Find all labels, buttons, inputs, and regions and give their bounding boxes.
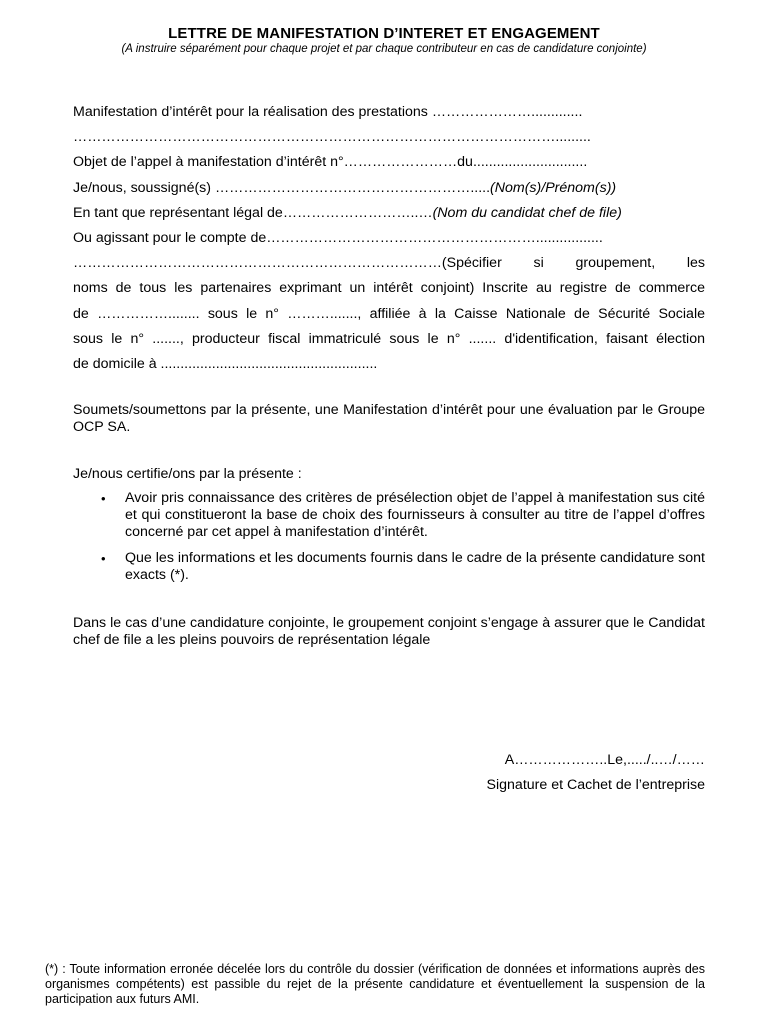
soussigne-text: Je/nous, soussigné(s) ………………………………………………..... <box>73 179 491 196</box>
field-line-registre: de ……………........ sous le n° ………......., affiliée à la Caisse Nationale de Sécurité Sociale <box>73 305 705 322</box>
field-line-domicile: de domicile à ....................................................... <box>73 356 378 373</box>
page-subtitle: (A instruire séparément pour chaque projet et par chaque contributeur en cas de candidature conjointe) <box>121 43 647 55</box>
field-line-partenaires: noms de tous les partenaires exprimant un intérêt conjoint) Inscrite au registre de commerce <box>73 280 705 297</box>
place-date-line: A………………..Le,...../..…/…… <box>504 752 705 768</box>
field-line-representant <box>73 201 705 226</box>
field-line-soussigne <box>73 176 705 201</box>
list-item-text: Avoir pris connaissance des critères de présélection objet de l’appel à manifestation sus cité et qui constitueront la base de choix des fournisseurs à consulter au titre de l’appel d’offres concerné par cet appel à manifestation d’intérêt. <box>125 490 705 540</box>
declaration-fields <box>73 100 705 377</box>
field-line-continuation: …………………………………………………………………………………………......... <box>73 129 591 146</box>
field-line-groupement: ……………………………………………………………………(Spécifier si groupement, les <box>73 255 705 272</box>
representant-hint: (Nom du candidat chef de file) <box>432 204 622 221</box>
field-line-objet: Objet de l’appel à manifestation d’intérêt n°……………………du............................. <box>73 154 588 171</box>
bullet-icon: • <box>101 491 106 506</box>
page-title: LETTRE DE MANIFESTATION D’INTERET ET ENGAGEMENT <box>168 25 600 42</box>
soussigne-hint: (Nom(s)/Prénom(s)) <box>490 179 617 196</box>
certification-intro: Je/nous certifie/ons par la présente : <box>73 466 302 482</box>
list-item <box>73 550 705 584</box>
field-line-compte: Ou agissant pour le compte de…………………………………………………................. <box>73 230 603 247</box>
footnote: (*) : Toute information erronée décelée lors du contrôle du dossier (vérification de données et informations auprès des organismes compétents) est passible du rejet de la présente candidature et éventuellement la suspension de la participation aux futurs AMI. <box>45 962 705 1006</box>
field-line-fiscal: sous le n° ......., producteur fiscal immatriculé sous le n° ....... d'identification, faisant élection <box>73 330 705 347</box>
list-item <box>73 490 705 541</box>
bullet-icon: • <box>101 551 106 566</box>
representant-text: En tant que représentant légal de………………………..… <box>73 204 433 221</box>
field-line-prestations: Manifestation d’intérêt pour la réalisation des prestations …………………............. <box>73 104 583 120</box>
signature-label: Signature et Cachet de l’entreprise <box>486 777 705 793</box>
certification-list <box>73 490 705 593</box>
joint-application-paragraph: Dans le cas d’une candidature conjointe, le groupement conjoint s’engage à assurer que le Candidat chef de file a les pleins pouvoirs de représentation légale <box>73 615 705 648</box>
submission-paragraph: Soumets/soumettons par la présente, une Manifestation d’intérêt pour une évaluation par le Groupe OCP SA. <box>73 402 705 435</box>
list-item-text: Que les informations et les documents fournis dans le cadre de la présente candidature sont exacts (*). <box>125 550 705 583</box>
